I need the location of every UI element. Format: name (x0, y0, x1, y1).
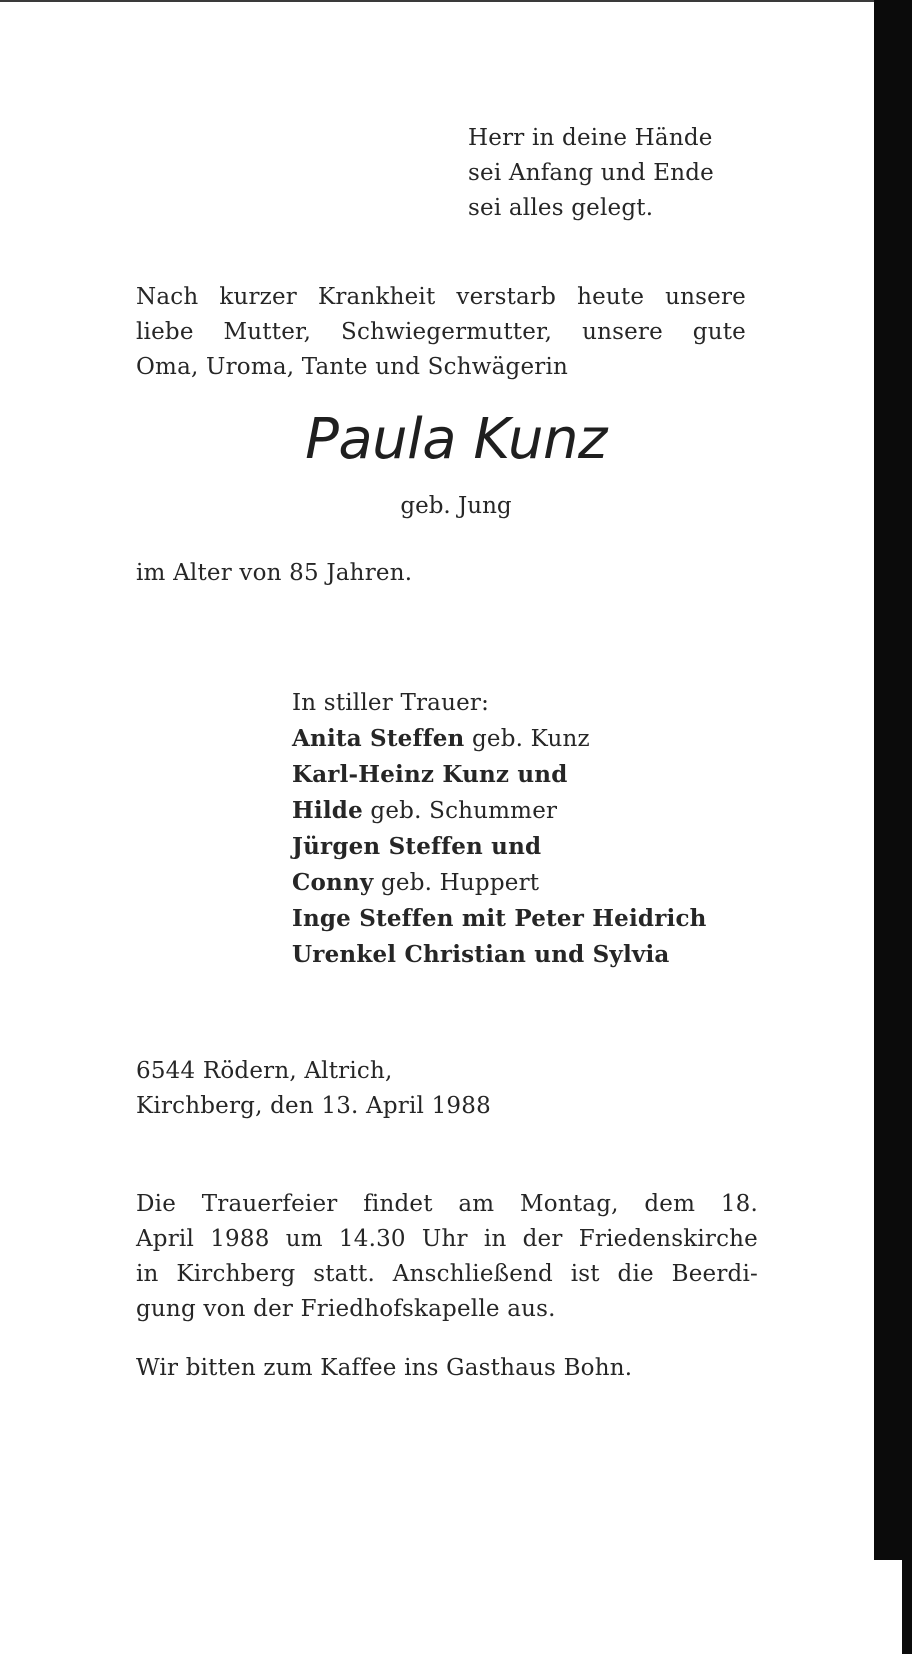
mourners-heading: In stiller Trauer: (292, 690, 490, 716)
service-line: gung von der Friedhofskapelle aus. (136, 1296, 556, 1322)
mourner-line (292, 721, 707, 757)
age-line: im Alter von 85 Jahren. (136, 560, 413, 586)
intro-line: Oma, Uroma, Tante und Schwägerin (136, 354, 569, 380)
motto-line: Herr in deine Hände (468, 125, 713, 151)
mourners-list (292, 686, 707, 973)
scan-right-border (874, 0, 912, 1560)
mourner-line (292, 901, 707, 937)
scan-top-edge (0, 0, 880, 2)
coffee-invitation (136, 1351, 632, 1386)
service-line: in Kirchberg statt. Anschließend ist die Beerdi- (136, 1261, 758, 1287)
motto-line: sei alles gelegt. (468, 195, 654, 221)
service-line: Die Trauerfeier findet am Montag, dem 18. (136, 1191, 758, 1217)
mourner-line (292, 829, 707, 865)
coffee-line: Wir bitten zum Kaffee ins Gasthaus Bohn. (136, 1355, 633, 1381)
mourner-line (292, 865, 707, 901)
place-and-date (136, 1054, 491, 1124)
birth-name: geb. Jung (400, 493, 512, 519)
mourner-line (292, 793, 707, 829)
mourner-name: Jürgen Steffen und (292, 833, 542, 860)
place-line: 6544 Rödern, Altrich, (136, 1058, 393, 1084)
mourner-name: Anita Steffen (292, 725, 465, 752)
mourner-name: Urenkel Christian und Sylvia (292, 941, 670, 968)
mourner-line (292, 937, 707, 973)
deceased-name: Paula Kunz (305, 407, 607, 472)
motto-line: sei Anfang und Ende (468, 160, 714, 186)
motto-verse (468, 121, 714, 226)
service-line: April 1988 um 14.30 Uhr in der Friedenskirche (136, 1226, 758, 1252)
mourner-name: Karl-Heinz Kunz und (292, 761, 568, 788)
mourner-suffix: geb. Schummer (362, 798, 558, 824)
intro-line: liebe Mutter, Schwiegermutter, unsere gute (136, 319, 746, 345)
intro-line: Nach kurzer Krankheit verstarb heute unsere (136, 284, 746, 310)
mourner-name: Hilde (292, 797, 363, 824)
announcement-intro (136, 280, 746, 385)
mourner-suffix: geb. Kunz (464, 726, 590, 752)
mourner-line (292, 757, 707, 793)
age-statement (136, 556, 412, 591)
mourner-name: Conny (292, 869, 374, 896)
date-line: Kirchberg, den 13. April 1988 (136, 1093, 491, 1119)
mourner-name: Inge Steffen mit Peter Heidrich (292, 905, 707, 932)
mourner-suffix: geb. Huppert (373, 870, 540, 896)
scan-right-border-tail (902, 1560, 912, 1654)
funeral-service-notice (136, 1187, 758, 1327)
